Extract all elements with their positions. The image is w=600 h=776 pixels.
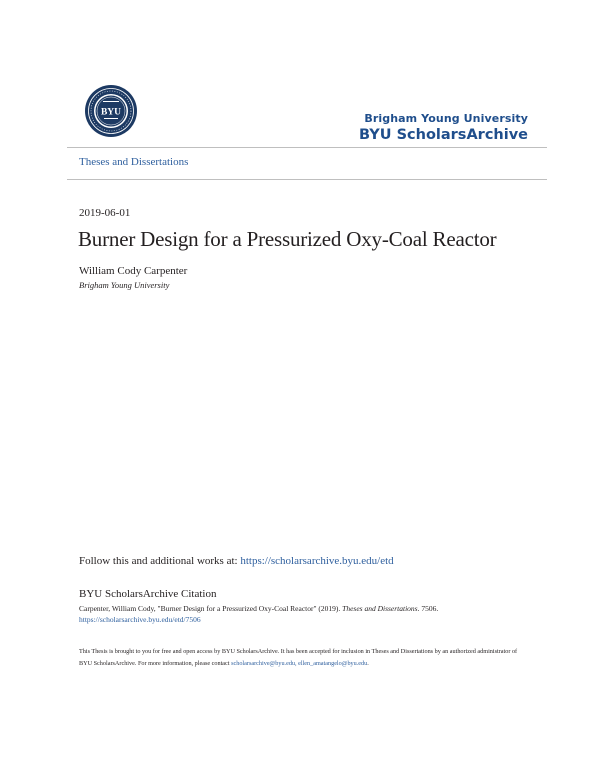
citation-heading: BYU ScholarsArchive Citation bbox=[79, 588, 217, 600]
divider-bottom bbox=[67, 179, 547, 180]
document-title: Burner Design for a Pressurized Oxy-Coal Reactor bbox=[78, 227, 497, 251]
institution-name: Brigham Young University bbox=[364, 112, 528, 125]
seal-text: BYU bbox=[100, 107, 122, 118]
archive-name[interactable]: BYU ScholarsArchive bbox=[359, 127, 528, 143]
citation-suffix: . 7506. bbox=[417, 604, 439, 613]
author-name: William Cody Carpenter bbox=[79, 265, 188, 277]
citation-text bbox=[79, 603, 438, 615]
follow-link[interactable]: https://scholarsarchive.byu.edu/etd bbox=[240, 555, 394, 567]
citation-url[interactable]: https://scholarsarchive.byu.edu/etd/7506 bbox=[79, 615, 201, 624]
notice-text: This Thesis is brought to you for free and open access by BYU ScholarsArchive. It has been accepted for inclusion in Theses and Dissertations by an authorized administrator of BYU ScholarsArchive. For more information, please contact bbox=[79, 648, 518, 667]
follow-line bbox=[79, 555, 394, 567]
follow-text: Follow this and additional works at: bbox=[79, 555, 241, 567]
citation-prefix: Carpenter, William Cody, "Burner Design for a Pressurized Oxy-Coal Reactor" (2019). bbox=[79, 604, 343, 613]
byu-seal-icon bbox=[84, 84, 138, 138]
publication-date: 2019-06-01 bbox=[79, 207, 131, 219]
author-affiliation: Brigham Young University bbox=[79, 280, 170, 290]
contact-email-link[interactable]: scholarsarchive@byu.edu, ellen_amatangelo@byu.edu bbox=[231, 660, 368, 667]
notice-end: . bbox=[367, 660, 369, 667]
citation-series: Theses and Dissertations bbox=[342, 604, 418, 613]
collection-link[interactable]: Theses and Dissertations bbox=[79, 156, 189, 168]
divider-top bbox=[67, 147, 547, 148]
institution-block bbox=[359, 112, 528, 144]
access-notice bbox=[79, 646, 519, 670]
